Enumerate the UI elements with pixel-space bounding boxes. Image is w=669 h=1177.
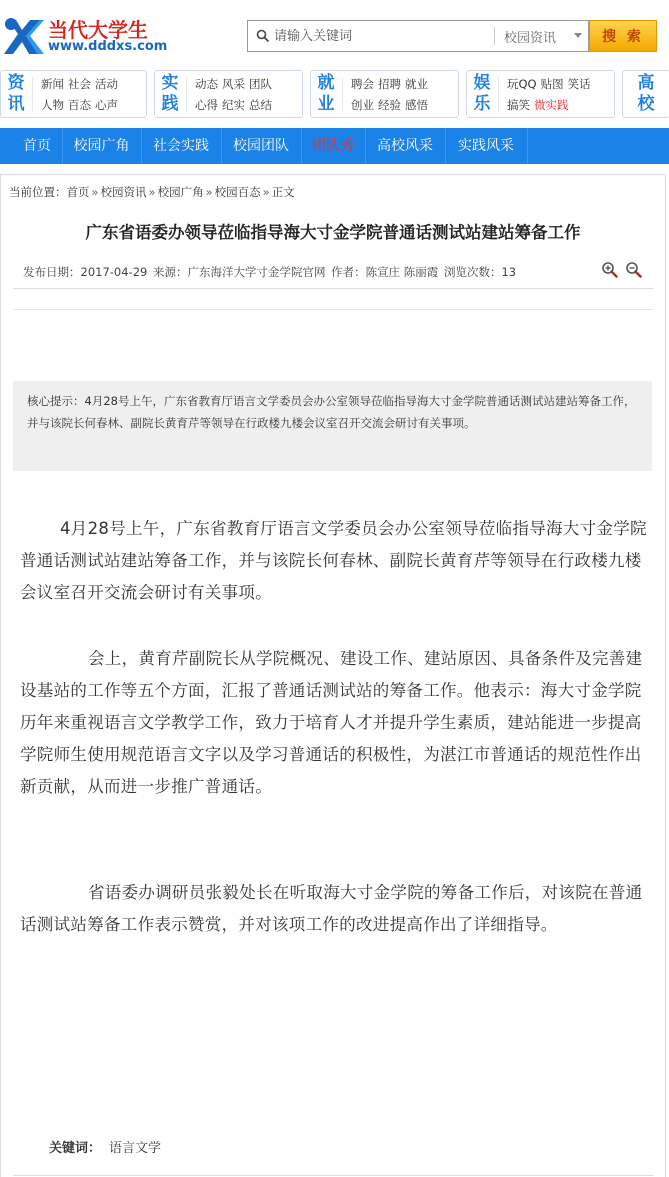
category-link[interactable]: 人物 [41,98,64,112]
article-paragraph: 4月28号上午，广东省教育厅语言文学委员会办公室领导莅临指导海大寸金学院普通话测试站建站筹备工作，并与该院长何春林、副院长黄育芹等领导在行政楼九楼会议室召开交流会研讨有关事项。 [20,519,647,602]
category-box-shijian [154,70,303,118]
category-box-zixun [0,70,147,118]
category-link[interactable]: 感悟 [405,98,428,112]
category-link[interactable]: 活动 [95,77,118,91]
site-logo[interactable] [0,12,170,58]
search-divider [494,27,495,45]
chevron-down-icon [574,33,582,38]
logo-mark-icon [0,16,44,56]
category-divider [342,77,343,111]
category-link[interactable]: 心得 [195,98,218,112]
search-bar [247,20,657,52]
category-divider [186,77,187,111]
breadcrumb-separator: » [148,185,156,199]
article-keywords [49,1137,161,1156]
publish-date: 发布日期：2017-04-29 [23,265,148,279]
article-title: 广东省语委办领导莅临指导海大寸金学院普通话测试站建站筹备工作 [85,223,581,242]
article-panel [0,174,666,1177]
category-link[interactable]: 搞笑 [507,98,530,112]
category-link[interactable]: 新闻 [41,77,64,91]
category-title[interactable]: 就业 [317,73,335,114]
category-link[interactable]: 笑话 [567,77,591,91]
site-title: 当代大学生 [48,18,148,42]
zoom-out-icon[interactable] [625,261,643,279]
breadcrumb-home[interactable]: 首页 [66,185,90,199]
search-icon [256,29,270,43]
category-bar [0,70,669,120]
search-button[interactable]: 搜 索 [589,20,657,52]
nav-item-team-show[interactable]: 团队秀 [301,128,366,164]
site-header [0,0,669,62]
breadcrumb-separator: » [205,185,213,199]
category-link[interactable]: 纪实 [222,98,245,112]
category-box-yule [466,70,615,118]
category-box-jiuye [310,70,459,118]
category-links [351,74,432,116]
category-divider [498,77,499,111]
footer-divider [13,1175,653,1176]
category-link[interactable]: 动态 [195,77,218,91]
site-url: www.dddxs.com [48,39,168,54]
breadcrumb-current: 正文 [271,185,295,199]
content-divider [13,309,653,310]
category-link[interactable]: 创业 [351,98,374,112]
search-box [247,20,589,52]
zoom-in-icon[interactable] [601,261,619,279]
category-link[interactable]: 团队 [249,77,272,91]
category-title[interactable]: 实践 [161,73,179,114]
category-link[interactable]: 经验 [378,98,401,112]
category-title[interactable]: 娱乐 [473,73,491,114]
nav-item-practice-style[interactable]: 实践风采 [445,128,528,164]
category-link[interactable]: 心声 [95,98,118,112]
category-link[interactable]: 风采 [222,77,245,91]
keywords-label: 关键词： [49,1141,102,1156]
breadcrumb-separator: » [262,185,270,199]
category-link[interactable]: 百态 [68,98,91,112]
category-link[interactable]: 贴图 [540,77,564,91]
article-source: 来源：广东海洋大学寸金学院官网 [153,265,326,279]
search-category-select[interactable]: 校园资讯 [504,31,557,46]
article-author: 作者：陈宣庄 陈丽霞 [331,265,439,279]
category-box-gaoxiao [622,70,669,118]
nav-item-home[interactable]: 首页 [12,128,63,164]
nav-item-college-style[interactable]: 高校风采 [365,128,446,164]
article-paragraph: 省语委办调研员张毅处长在听取海大寸金学院的筹备工作后，对该院在普通话测试站筹备工作表示赞赏，并对该项工作的改进提高作出了详细指导。 [20,883,643,934]
view-count: 浏览次数：13 [443,265,517,279]
category-link[interactable]: 聘会 [351,77,374,91]
category-divider [32,77,33,111]
meta-divider [13,288,653,289]
nav-item-campus-team[interactable]: 校园团队 [221,128,302,164]
category-links [507,74,595,116]
nav-item-social-practice[interactable]: 社会实践 [141,128,222,164]
breadcrumb-campus-view[interactable]: 校园广角 [157,185,204,199]
category-link[interactable]: 玩QQ [507,77,537,91]
category-link[interactable]: 招聘 [378,77,401,91]
search-input[interactable] [272,24,494,48]
category-links [41,74,122,116]
category-link-highlight[interactable]: 微实践 [534,98,569,112]
category-link[interactable]: 总结 [249,98,272,112]
category-title[interactable]: 资讯 [7,73,25,114]
breadcrumb-news[interactable]: 校园资讯 [100,185,147,199]
breadcrumb-campus-life[interactable]: 校园百态 [214,185,261,199]
breadcrumb-separator: » [91,185,99,199]
nav-item-campus-view[interactable]: 校园广角 [62,128,142,164]
keyword-link[interactable]: 语言文学 [109,1141,162,1156]
breadcrumb [9,184,295,200]
breadcrumb-prefix: 当前位置： [9,185,67,199]
main-nav [0,128,669,164]
category-link[interactable]: 社会 [68,77,91,91]
category-title[interactable]: 高校 [637,73,655,114]
category-links [195,74,276,116]
category-link[interactable]: 就业 [405,77,428,91]
article-meta [23,264,518,280]
article-summary: 核心提示：4月28号上午，广东省教育厅语言文学委员会办公室领导莅临指导海大寸金学院普通话测试站建站筹备工作，并与该院长何春林、副院长黄育芹等领导在行政楼九楼会议室召开交流会研讨有关事项。 [13,381,652,471]
article-paragraph: 会上，黄育芹副院长从学院概况、建设工作、建站原因、具备条件及完善建设基站的工作等五个方面，汇报了普通话测试站的筹备工作。他表示：海大寸金学院历年来重视语言文学教学工作，致力于培育人才并提升学生素质，建站能进一步提高学院师生使用规范语言文字以及学习普通话的积极性，为湛江市普通话的规范性作出新贡献，从而进一步推广普通话。 [20,649,643,796]
